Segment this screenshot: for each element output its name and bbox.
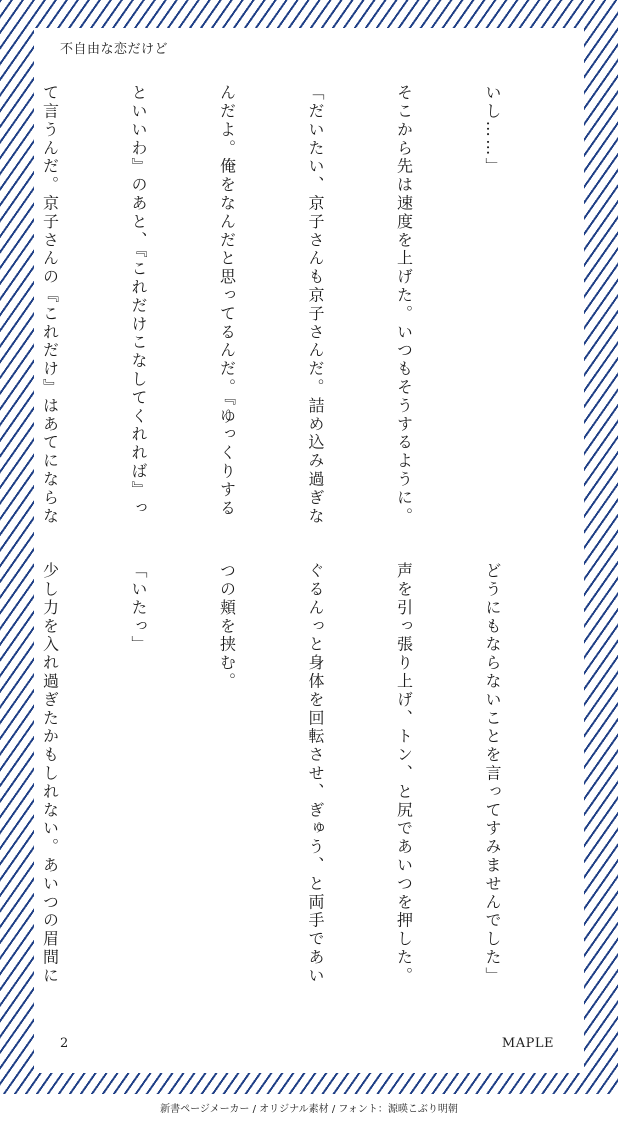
text-line: て言うんだ。京子さんの『これだけ』はあてにならな xyxy=(40,84,60,526)
credit-line: 新書ページメーカー / オリジナル素材 / フォント：源暎こぶり明朝 xyxy=(160,1104,458,1115)
text-line: そこから先は速度を上げた。いつもそうするように。 xyxy=(394,84,414,526)
text-line: 「いたっ」 xyxy=(129,562,148,654)
text-block-lower xyxy=(40,562,566,1020)
text-line: 声を引っ張り上げ、トン、と尻であいつを押した。 xyxy=(394,562,414,986)
text-line: 少し力を入れ過ぎたかもしれない。あいつの眉間に xyxy=(40,562,60,986)
text-block-upper xyxy=(40,84,566,542)
text-line: つの頬を挟む。 xyxy=(217,562,237,691)
footer-label: MAPLE xyxy=(501,1036,554,1051)
text-line: 「だいたい、京子さんも京子さんだ。詰め込み過ぎな xyxy=(306,84,325,526)
text-line: ぐるんっと身体を回転させ、ぎゅう、と両手であい xyxy=(306,562,325,986)
running-title: 不自由な恋だけど xyxy=(60,42,169,57)
text-line: んだよ。俺をなんだと思ってるんだ。『ゆっくりする xyxy=(217,84,237,518)
text-line: いし……」 xyxy=(483,84,502,176)
text-line: どうにもならないことを言ってすみませんでした」 xyxy=(483,562,502,986)
page-number: 2 xyxy=(60,1036,69,1051)
text-line: といいわ』のあと、『これだけこなしてくれれば』っ xyxy=(129,84,148,518)
